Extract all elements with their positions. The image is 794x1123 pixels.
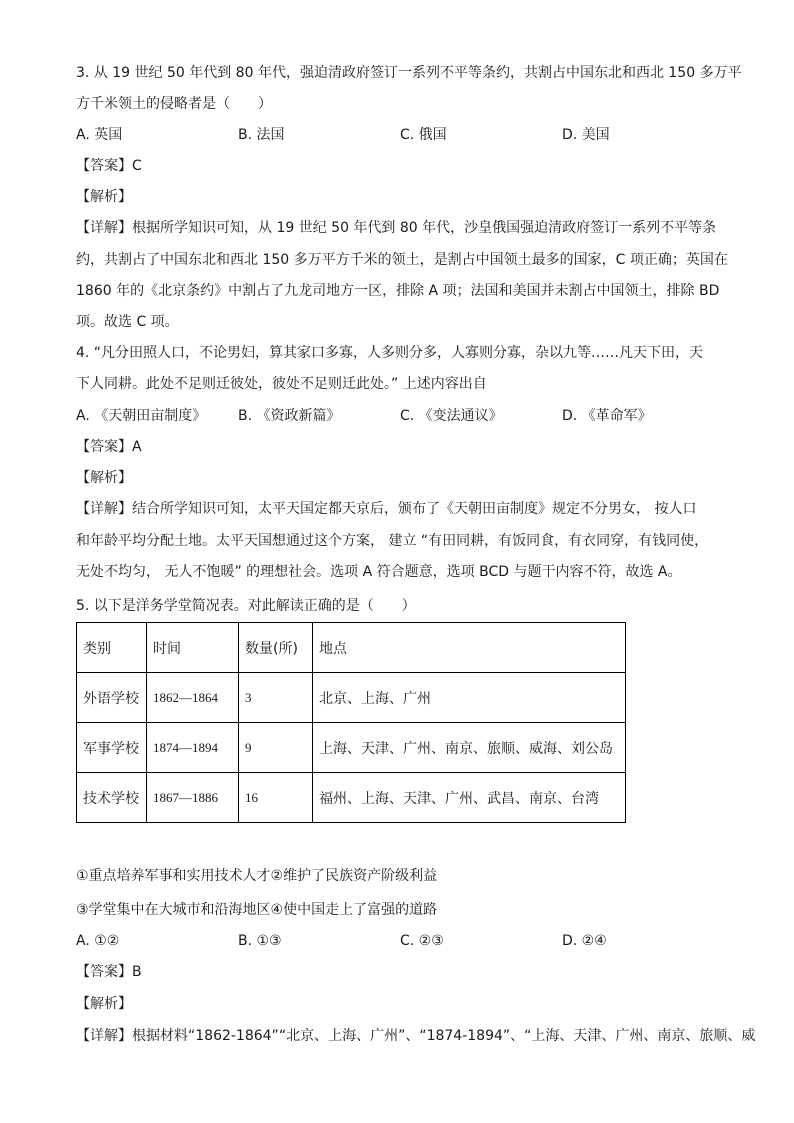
table-cell-period: 1874—1894 — [147, 723, 239, 773]
q3-option-a: A. 英国 — [76, 127, 123, 143]
table-row — [77, 723, 626, 773]
q5-statement-line1: ①重点培养军事和实用技术人才②维护了民族资产阶级利益 — [76, 868, 438, 884]
q3-options — [76, 125, 756, 145]
table-cell-category: 外语学校 — [77, 673, 147, 723]
q3-detail-line1: 【详解】根据所学知识可知，从 19 世纪 50 年代到 80 年代，沙皇俄国强迫清政府签订一系列不平等条 — [76, 220, 717, 236]
q3-answer: 【答案】C — [76, 158, 142, 174]
q5-statement-line2: ③学堂集中在大城市和沿海地区④使中国走上了富强的道路 — [76, 902, 438, 918]
q3-stem-line2: 方千米领土的侵略者是（ ） — [76, 96, 272, 112]
table-row — [77, 773, 626, 823]
q4-detail-line2: 和年龄平均分配土地。太平天国想通过这个方案， 建立 “有田同耕，有饭同食，有衣同穿，有钱同使， — [76, 533, 709, 549]
table-cell-count: 16 — [239, 773, 313, 823]
q5-option-c: C. ②③ — [400, 933, 444, 949]
q5-options — [76, 931, 756, 951]
q5-option-b: B. ①③ — [238, 933, 282, 949]
q4-option-c: C. 《变法通议》 — [400, 408, 503, 424]
q4-analysis-label: 【解析】 — [76, 470, 132, 486]
q4-detail-line1: 【详解】结合所学知识可知，太平天国定都天京后，颁布了《天朝田亩制度》规定不分男女， 按人口 — [76, 501, 697, 517]
table-cell-location: 上海、天津、广州、南京、旅顺、威海、刘公岛 — [313, 723, 626, 773]
table-row — [77, 673, 626, 723]
q3-option-b: B. 法国 — [238, 127, 285, 143]
q5-analysis-label: 【解析】 — [76, 996, 132, 1012]
table-cell-category: 技术学校 — [77, 773, 147, 823]
table-cell-category: 军事学校 — [77, 723, 147, 773]
table-header-cell: 类别 — [77, 623, 147, 673]
q3-detail-line3: 1860 年的《北京条约》中割占了九龙司地方一区，排除 A 项；法国和美国并未割占中国领土，排除 BD — [76, 283, 720, 299]
q4-answer: 【答案】A — [76, 439, 142, 455]
q4-option-b: B. 《资政新篇》 — [238, 408, 341, 424]
table-header-row — [77, 623, 626, 673]
q4-option-a: A. 《天朝田亩制度》 — [76, 408, 207, 424]
q3-detail-line4: 项。故选 C 项。 — [76, 314, 179, 330]
table-cell-period: 1862—1864 — [147, 673, 239, 723]
q4-option-d: D. 《革命军》 — [562, 408, 652, 424]
table-cell-period: 1867—1886 — [147, 773, 239, 823]
q3-analysis-label: 【解析】 — [76, 189, 132, 205]
table-cell-count: 3 — [239, 673, 313, 723]
q3-option-c: C. 俄国 — [400, 127, 447, 143]
table-header-cell: 数量(所) — [239, 623, 313, 673]
table-header-cell: 地点 — [313, 623, 626, 673]
table-cell-location: 北京、上海、广州 — [313, 673, 626, 723]
q4-stem-line2: 下人同耕。此处不足则迁彼处，彼处不足则迁此处。” 上述内容出自 — [76, 376, 487, 392]
school-survey-table — [76, 622, 626, 823]
q5-option-d: D. ②④ — [562, 933, 607, 949]
table-cell-location: 福州、上海、天津、广州、武昌、南京、台湾 — [313, 773, 626, 823]
q5-option-a: A. ①② — [76, 933, 120, 949]
q5-stem: 5. 以下是洋务学堂简况表。对此解读正确的是（ ） — [76, 598, 416, 614]
q4-detail-line3: 无处不均匀， 无人不饱暖” 的理想社会。选项 A 符合题意，选项 BCD 与题干内容不符，故选 A。 — [76, 564, 682, 580]
q3-option-d: D. 美国 — [562, 127, 610, 143]
q5-detail-line1: 【详解】根据材料“1862-1864”“北京、上海、广州”、“1874-1894”、“上海、天津、广州、南京、旅顺、威 — [76, 1028, 756, 1044]
q3-detail-line2: 约，共割占了中国东北和西北 150 多万平方千米的领土，是割占中国领土最多的国家，C 项正确；英国在 — [76, 252, 728, 268]
q5-answer: 【答案】B — [76, 964, 142, 980]
q4-stem-line1: 4. “凡分田照人口，不论男妇，算其家口多寡，人多则分多，人寡则分寡，杂以九等……凡天下田，天 — [76, 345, 704, 361]
q3-stem-line1: 3. 从 19 世纪 50 年代到 80 年代，强迫清政府签订一系列不平等条约，共割占中国东北和西北 150 多万平 — [76, 65, 742, 81]
table-header-cell: 时间 — [147, 623, 239, 673]
q4-options — [76, 406, 756, 426]
table-cell-count: 9 — [239, 723, 313, 773]
